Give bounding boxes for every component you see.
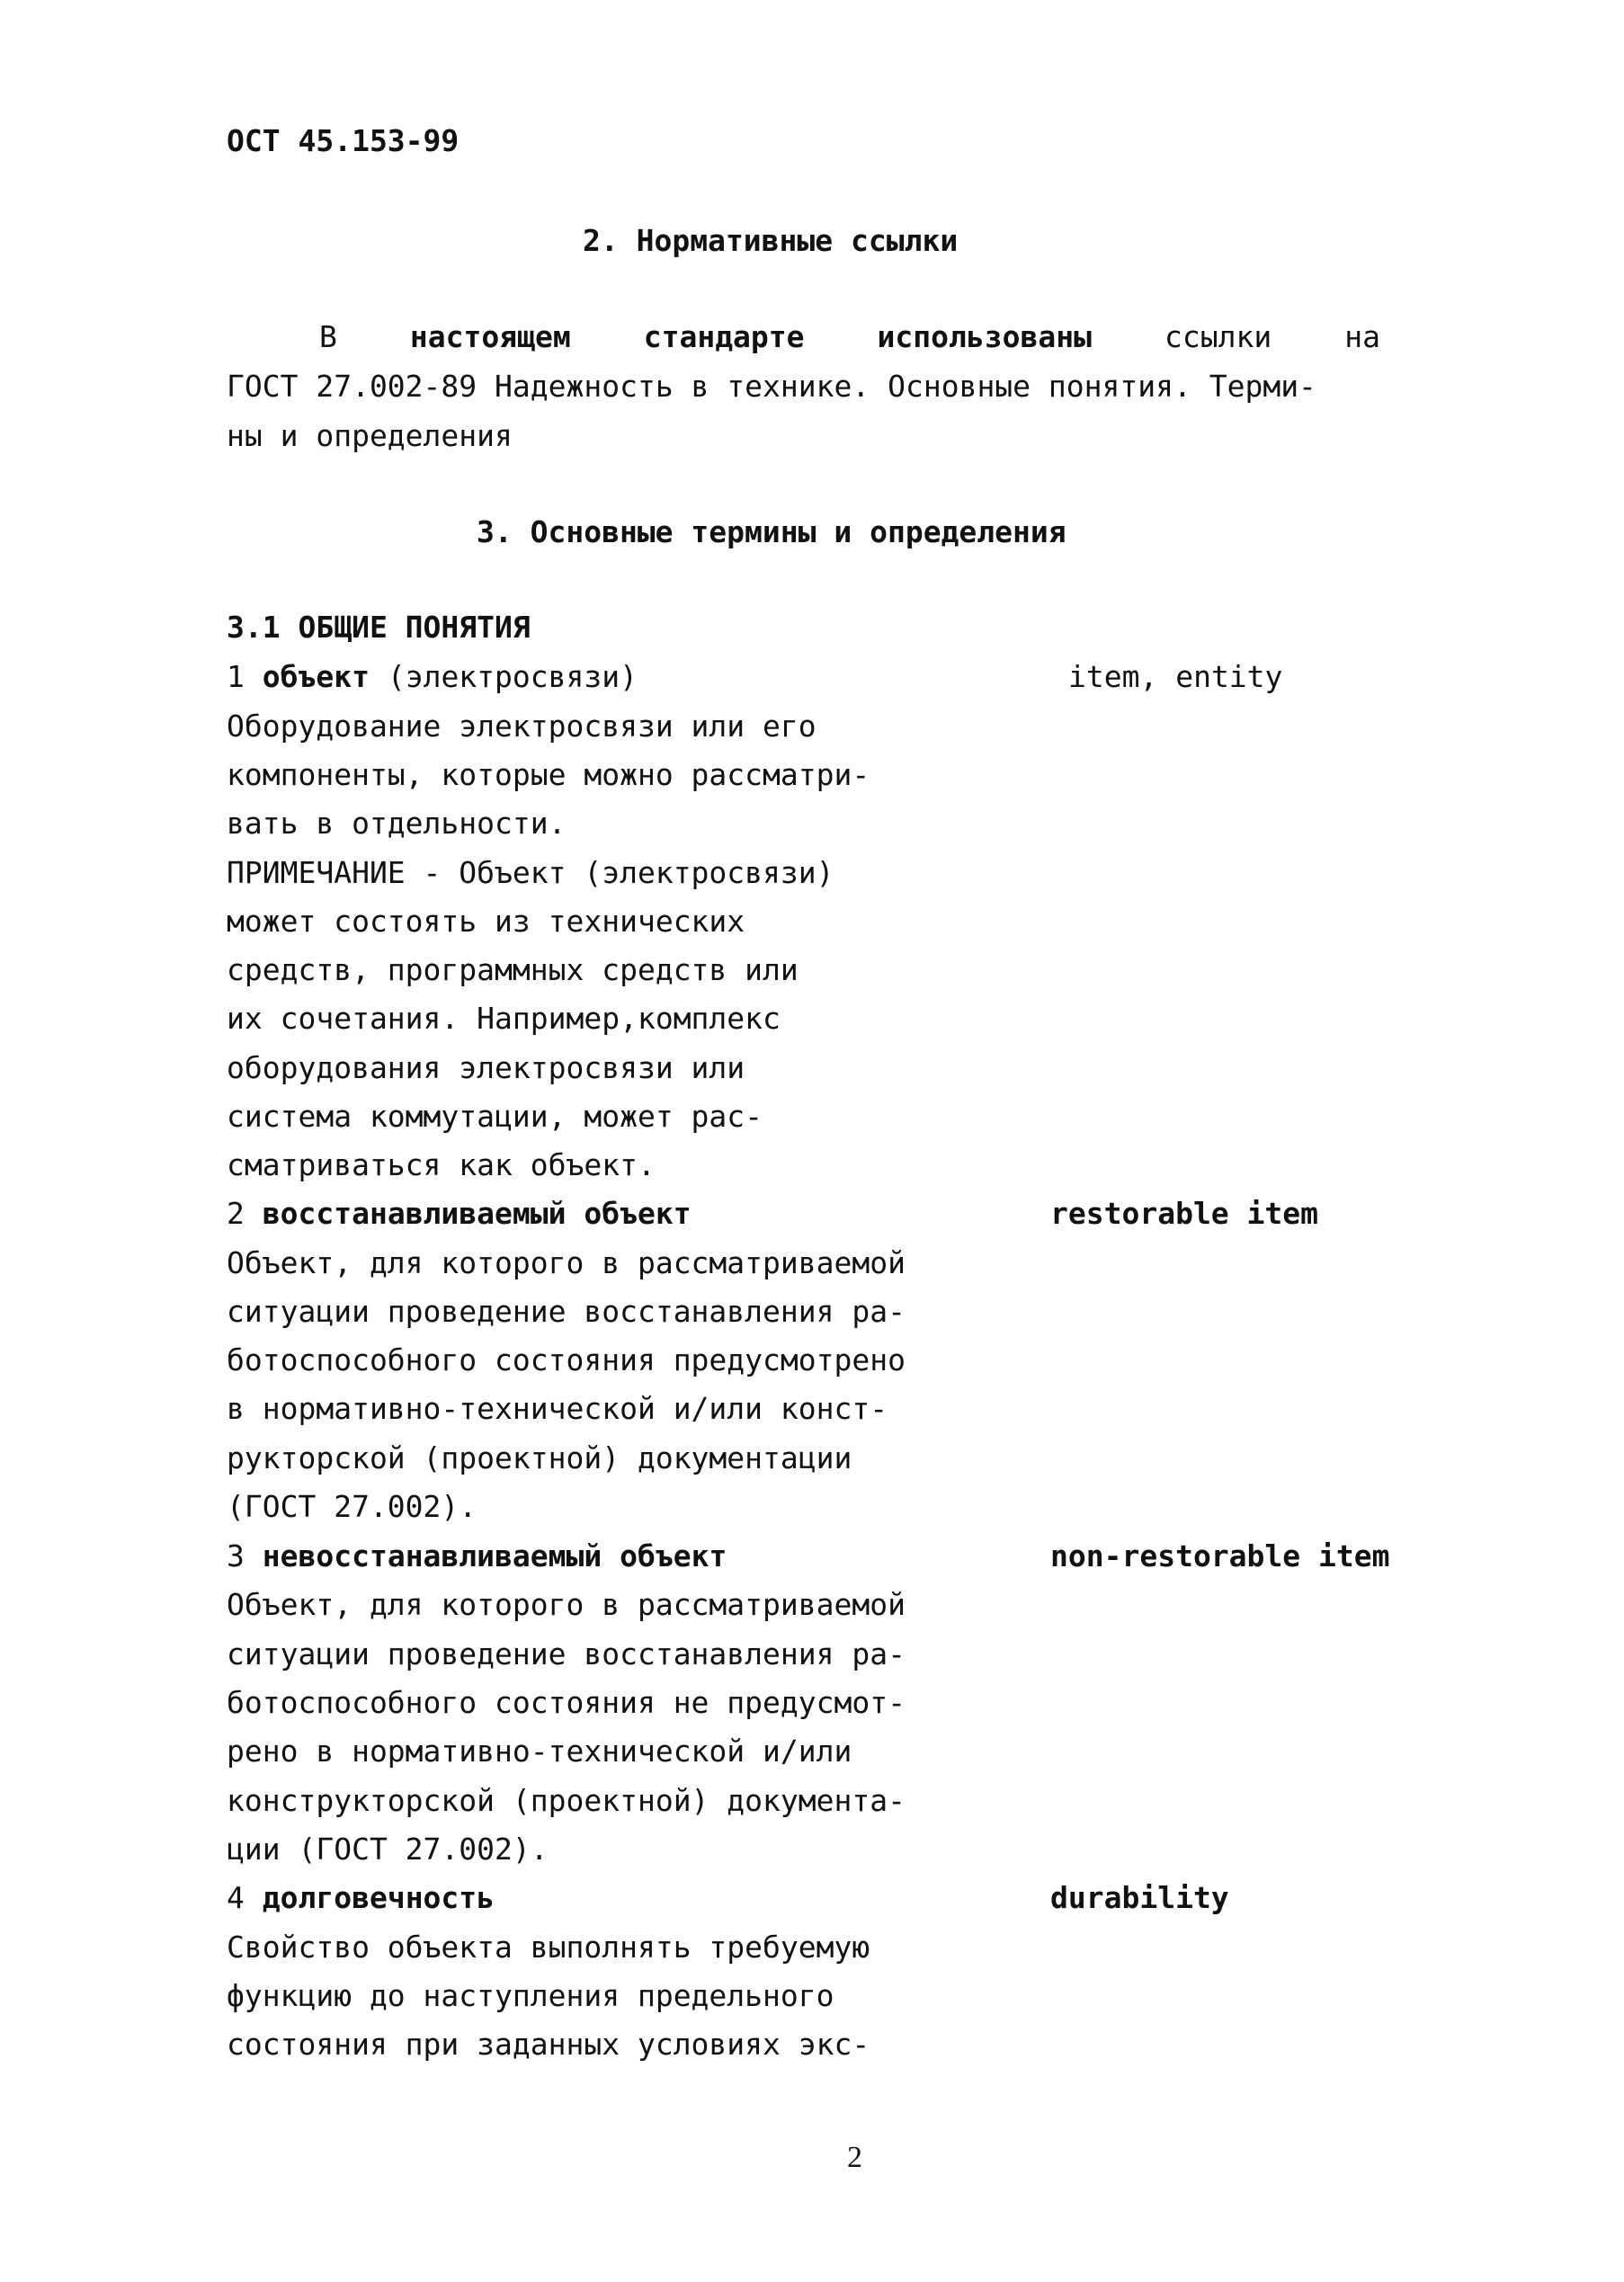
definition-line: компоненты, которые можно рассматри- bbox=[227, 757, 870, 792]
term-english: item, entity bbox=[1068, 659, 1283, 694]
term-number: 3 bbox=[227, 1538, 245, 1573]
document-code: ОСТ 45.153-99 bbox=[227, 123, 460, 158]
para-word: настоящем bbox=[409, 319, 571, 354]
para-word: В bbox=[319, 319, 337, 354]
term-heading bbox=[227, 1196, 692, 1232]
section-3-1-subtitle: 3.1 ОБЩИЕ ПОНЯТИЯ bbox=[227, 610, 531, 645]
definition-line: в нормативно-технической и/или конст- bbox=[227, 1391, 888, 1426]
para-word: использованы bbox=[877, 319, 1092, 354]
term-name: объект bbox=[262, 659, 370, 694]
section-2-paragraph-line-2: ГОСТ 27.002-89 Надежность в технике. Основные понятия. Терми- bbox=[227, 369, 1316, 404]
para-word: ссылки bbox=[1164, 319, 1272, 354]
para-word: стандарте bbox=[643, 319, 805, 354]
definition-line: Свойство объекта выполнять требуемую bbox=[227, 1930, 870, 1965]
term-number: 4 bbox=[227, 1880, 245, 1915]
term-qualifier: (электросвязи) bbox=[369, 659, 638, 694]
definition-line: ситуации проведение восстанавления ра- bbox=[227, 1294, 906, 1329]
definition-line: состояния при заданных условиях экс- bbox=[227, 2027, 870, 2062]
note-line: система коммутации, может рас- bbox=[227, 1099, 763, 1134]
term-english: durability bbox=[1050, 1880, 1229, 1915]
term-number: 2 bbox=[227, 1196, 245, 1231]
term-number: 1 bbox=[227, 659, 245, 694]
definition-line: ботоспособного состояния предусмотрено bbox=[227, 1342, 906, 1377]
definition-line: Объект, для которого в рассматриваемой bbox=[227, 1587, 906, 1622]
term-heading bbox=[227, 1538, 727, 1574]
note-line: оборудования электросвязи или bbox=[227, 1050, 745, 1085]
section-2-title: 2. Нормативные ссылки bbox=[583, 223, 959, 258]
definition-line: конструкторской (проектной) документа- bbox=[227, 1783, 906, 1818]
term-english: non-restorable item bbox=[1050, 1538, 1390, 1573]
term-name: долговечность bbox=[262, 1880, 495, 1915]
note-line: средств, программных средств или bbox=[227, 952, 799, 987]
term-heading bbox=[227, 1880, 495, 1916]
definition-line: Объект, для которого в рассматриваемой bbox=[227, 1245, 906, 1280]
section-2-paragraph-line-3: ны и определения bbox=[227, 418, 513, 453]
definition-line: (ГОСТ 27.002). bbox=[227, 1489, 477, 1524]
definition-line: вать в отдельности. bbox=[227, 806, 567, 841]
term-heading bbox=[227, 659, 638, 695]
note-line: может состоять из технических bbox=[227, 904, 745, 939]
definition-line: рукторской (проектной) документации bbox=[227, 1440, 852, 1475]
para-word: на bbox=[1344, 319, 1380, 354]
definition-line: ситуации проведение восстанавления ра- bbox=[227, 1636, 906, 1671]
definition-line: Оборудование электросвязи или его bbox=[227, 709, 816, 744]
term-name: невосстанавливаемый объект bbox=[262, 1538, 727, 1573]
note-line: ПРИМЕЧАНИЕ - Объект (электросвязи) bbox=[227, 855, 834, 890]
page-number: 2 bbox=[847, 2141, 862, 2174]
section-3-title: 3. Основные термины и определения bbox=[477, 514, 1066, 549]
term-name: восстанавливаемый объект bbox=[262, 1196, 692, 1231]
definition-line: функцию до наступления предельного bbox=[227, 1978, 834, 2013]
definition-line: ботоспособного состояния не предусмот- bbox=[227, 1685, 906, 1720]
note-line: сматриваться как объект. bbox=[227, 1147, 656, 1182]
term-english: restorable item bbox=[1050, 1196, 1319, 1231]
definition-line: ции (ГОСТ 27.002). bbox=[227, 1832, 549, 1867]
definition-line: рено в нормативно-технической и/или bbox=[227, 1734, 852, 1769]
section-2-paragraph-line-1 bbox=[227, 319, 1380, 355]
note-line: их сочетания. Например,комплекс bbox=[227, 1001, 781, 1036]
